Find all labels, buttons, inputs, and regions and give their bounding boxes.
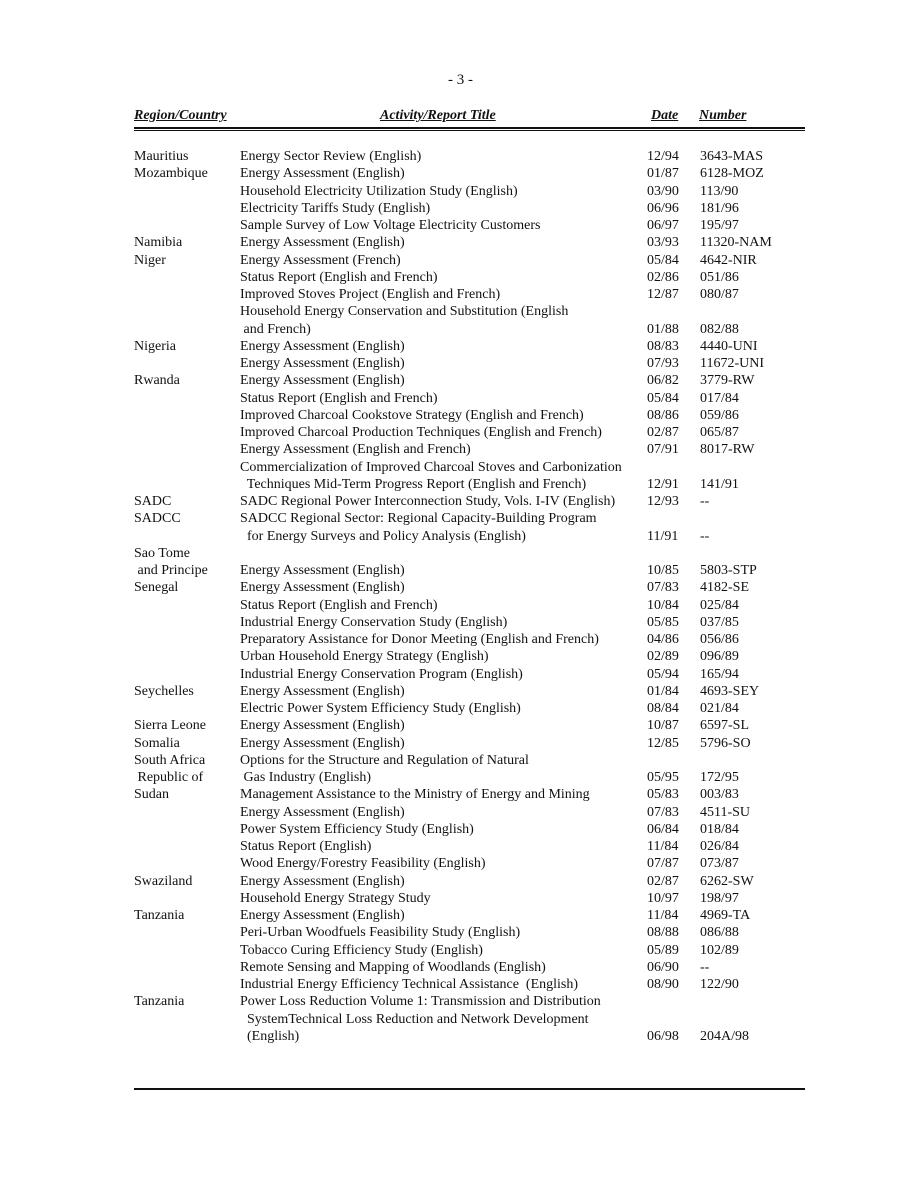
number-cell: 018/84 — [700, 821, 739, 837]
title-cell: Power Loss Reduction Volume 1: Transmission and Distribution — [240, 994, 601, 1010]
date-cell: 08/90 — [647, 977, 679, 992]
table-row — [0, 217, 921, 234]
region-cell: Seychelles — [134, 683, 194, 699]
number-cell: 11320-NAM — [700, 235, 772, 251]
date-cell: 08/88 — [647, 925, 679, 941]
table-row — [0, 148, 921, 165]
table-row — [0, 1028, 921, 1045]
table-row — [0, 183, 921, 200]
number-cell: 5796-SO — [700, 735, 751, 751]
title-cell: Energy Assessment (English) — [240, 356, 405, 371]
title-cell: Status Report (English) — [240, 839, 372, 854]
number-cell: 8017-RW — [700, 442, 755, 458]
region-cell: Nigeria — [134, 338, 176, 354]
table-row — [0, 321, 921, 338]
date-cell: 05/85 — [647, 614, 679, 630]
date-cell: 05/89 — [647, 942, 679, 958]
header-region-country: Region/Country — [134, 108, 227, 123]
number-cell: -- — [700, 528, 710, 544]
number-cell: 4440-UNI — [700, 338, 758, 354]
title-cell: Energy Assessment (English) — [240, 804, 405, 820]
date-cell: 08/86 — [647, 407, 679, 423]
date-cell: 12/85 — [647, 735, 679, 751]
number-cell: 198/97 — [700, 890, 739, 906]
table-row — [0, 165, 921, 182]
table-row — [0, 942, 921, 959]
number-cell: 021/84 — [700, 701, 739, 716]
table-row — [0, 459, 921, 476]
number-cell: 6262-SW — [700, 873, 754, 889]
table-row — [0, 441, 921, 458]
title-cell: (English) — [240, 1028, 300, 1044]
title-cell: SADC Regional Power Interconnection Study, Vols. I-IV (English) — [240, 494, 616, 509]
title-cell: Power System Efficiency Study (English) — [240, 821, 474, 837]
title-cell: Wood Energy/Forestry Feasibility (English) — [240, 856, 486, 872]
date-cell: 02/87 — [647, 425, 679, 440]
title-cell: Electricity Tariffs Study (English) — [240, 200, 431, 216]
region-cell: Somalia — [134, 735, 180, 751]
table-row — [0, 821, 921, 838]
number-cell: -- — [700, 494, 710, 509]
table-row — [0, 372, 921, 389]
region-cell: Niger — [134, 252, 166, 268]
table-row — [0, 252, 921, 269]
date-cell: 01/84 — [647, 683, 679, 699]
table-row — [0, 338, 921, 355]
footer-rule — [134, 1088, 805, 1090]
title-cell: Energy Assessment (English) — [240, 735, 405, 751]
header-activity-report-title: Activity/Report Title — [380, 108, 496, 123]
table-row — [0, 924, 921, 941]
date-cell: 06/90 — [647, 959, 679, 975]
table-row — [0, 631, 921, 648]
header-date: Date — [651, 108, 679, 123]
table-row — [0, 683, 921, 700]
table-row — [0, 407, 921, 424]
date-cell: 11/84 — [647, 908, 679, 923]
region-cell: SADC — [134, 494, 172, 509]
number-cell: 096/89 — [700, 649, 739, 665]
region-cell: Tanzania — [134, 908, 185, 923]
date-cell: 01/88 — [647, 321, 679, 337]
title-cell: Household Energy Strategy Study — [240, 890, 431, 906]
number-cell: 086/88 — [700, 925, 739, 941]
title-cell: Status Report (English and French) — [240, 597, 438, 613]
date-cell: 07/83 — [647, 580, 679, 596]
table-row — [0, 752, 921, 769]
date-cell: 07/87 — [647, 856, 679, 872]
title-cell: Energy Assessment (English) — [240, 166, 405, 182]
region-cell: Senegal — [134, 580, 179, 596]
title-cell: Industrial Energy Conservation Program (English) — [240, 666, 523, 682]
title-cell: Improved Charcoal Production Techniques (English and French) — [240, 425, 602, 440]
date-cell: 08/83 — [647, 338, 679, 354]
title-cell: Energy Assessment (English) — [240, 563, 405, 578]
number-cell: 4642-NIR — [700, 252, 757, 268]
number-cell: 172/95 — [700, 770, 739, 785]
region-cell: Tanzania — [134, 994, 185, 1010]
number-cell: 122/90 — [700, 977, 739, 992]
title-cell: Energy Assessment (English) — [240, 718, 405, 734]
region-cell: SADCC — [134, 511, 181, 527]
title-cell: Sample Survey of Low Voltage Electricity Customers — [240, 218, 541, 233]
number-cell: 165/94 — [700, 666, 739, 682]
table-row — [0, 355, 921, 372]
table-row — [0, 804, 921, 821]
date-cell: 10/84 — [647, 597, 679, 613]
title-cell: Household Electricity Utilization Study (English) — [240, 183, 518, 199]
date-cell: 06/98 — [647, 1028, 679, 1044]
number-cell: 065/87 — [700, 425, 739, 440]
title-cell: Options for the Structure and Regulation of Natural — [240, 752, 529, 768]
title-cell: Remote Sensing and Mapping of Woodlands (English) — [240, 959, 546, 975]
number-cell: 4969-TA — [700, 908, 751, 923]
table-row — [0, 717, 921, 734]
header-rule — [134, 127, 805, 131]
table-row — [0, 700, 921, 717]
number-cell: 204A/98 — [700, 1028, 749, 1044]
date-cell: 03/90 — [647, 183, 679, 199]
table-row — [0, 510, 921, 527]
date-cell: 07/93 — [647, 356, 679, 371]
table-row — [0, 666, 921, 683]
date-cell: 05/84 — [647, 252, 679, 268]
number-cell: 4182-SE — [700, 580, 749, 596]
date-cell: 05/84 — [647, 390, 679, 406]
table-row — [0, 976, 921, 993]
title-cell: Energy Assessment (English) — [240, 683, 405, 699]
table-row — [0, 200, 921, 217]
title-cell: Energy Assessment (English) — [240, 338, 405, 354]
date-cell: 12/94 — [647, 149, 679, 164]
title-cell: Management Assistance to the Ministry of Energy and Mining — [240, 787, 590, 803]
title-cell: Tobacco Curing Efficiency Study (English) — [240, 942, 483, 958]
date-cell: 02/86 — [647, 269, 679, 285]
region-cell: Mauritius — [134, 149, 189, 164]
number-cell: 4511-SU — [700, 804, 751, 820]
number-cell: 080/87 — [700, 287, 739, 302]
number-cell: 003/83 — [700, 787, 739, 803]
table-row — [0, 234, 921, 251]
number-cell: 073/87 — [700, 856, 739, 872]
table-row — [0, 269, 921, 286]
number-cell: 113/90 — [700, 183, 739, 199]
title-cell: Preparatory Assistance for Donor Meeting (English and French) — [240, 632, 599, 647]
title-cell: Status Report (English and French) — [240, 390, 438, 406]
number-cell: 3779-RW — [700, 373, 755, 389]
header-number: Number — [699, 108, 747, 123]
table-row — [0, 545, 921, 562]
date-cell: 12/91 — [647, 476, 679, 492]
title-cell: Electric Power System Efficiency Study (English) — [240, 701, 521, 716]
date-cell: 07/83 — [647, 804, 679, 820]
region-cell: Sierra Leone — [134, 718, 206, 734]
number-cell: 11672-UNI — [700, 356, 765, 371]
table-row — [0, 562, 921, 579]
number-cell: 025/84 — [700, 597, 739, 613]
table-row — [0, 614, 921, 631]
number-cell: 195/97 — [700, 218, 739, 233]
number-cell: 051/86 — [700, 269, 739, 285]
date-cell: 11/84 — [647, 839, 679, 854]
table-row — [0, 493, 921, 510]
title-cell: Peri-Urban Woodfuels Feasibility Study (English) — [240, 925, 521, 941]
date-cell: 11/91 — [647, 528, 679, 544]
date-cell: 10/87 — [647, 718, 679, 734]
number-cell: 6128-MOZ — [700, 166, 764, 182]
region-cell: South Africa — [134, 752, 206, 768]
number-cell: 141/91 — [700, 476, 739, 492]
table-row — [0, 786, 921, 803]
table-row — [0, 597, 921, 614]
table-row — [0, 648, 921, 665]
date-cell: 01/87 — [647, 166, 679, 182]
table-row — [0, 873, 921, 890]
number-cell: 026/84 — [700, 839, 739, 854]
number-cell: 5803-STP — [700, 563, 757, 578]
table-row — [0, 890, 921, 907]
title-cell: and French) — [240, 321, 311, 337]
title-cell: Urban Household Energy Strategy (English) — [240, 649, 489, 665]
date-cell: 05/94 — [647, 666, 679, 682]
date-cell: 06/96 — [647, 200, 679, 216]
number-cell: 082/88 — [700, 321, 739, 337]
number-cell: 059/86 — [700, 407, 739, 423]
title-cell: Energy Assessment (English) — [240, 873, 405, 889]
title-cell: Status Report (English and French) — [240, 269, 438, 285]
title-cell: Improved Charcoal Cookstove Strategy (English and French) — [240, 407, 584, 423]
table-row — [0, 907, 921, 924]
title-cell: Techniques Mid-Term Progress Report (English and French) — [240, 476, 587, 492]
table-row — [0, 579, 921, 596]
table-row — [0, 424, 921, 441]
date-cell: 05/83 — [647, 787, 679, 803]
region-cell: and Principe — [134, 563, 208, 578]
table-row — [0, 528, 921, 545]
date-cell: 04/86 — [647, 632, 679, 647]
table-row — [0, 735, 921, 752]
number-cell: 037/85 — [700, 614, 739, 630]
region-cell: Swaziland — [134, 873, 193, 889]
date-cell: 08/84 — [647, 701, 679, 716]
date-cell: 07/91 — [647, 442, 679, 458]
table-row — [0, 769, 921, 786]
table-row — [0, 855, 921, 872]
date-cell: 02/89 — [647, 649, 679, 665]
title-cell: Energy Assessment (English) — [240, 373, 405, 389]
number-cell: 056/86 — [700, 632, 739, 647]
title-cell: Commercialization of Improved Charcoal Stoves and Carbonization — [240, 459, 622, 475]
table-row — [0, 959, 921, 976]
date-cell: 12/93 — [647, 494, 679, 509]
table-row — [0, 303, 921, 320]
date-cell: 10/97 — [647, 890, 679, 906]
title-cell: Energy Assessment (English and French) — [240, 442, 471, 458]
number-cell: 102/89 — [700, 942, 739, 958]
table-row — [0, 993, 921, 1010]
region-cell: Namibia — [134, 235, 183, 251]
title-cell: Energy Assessment (English) — [240, 908, 405, 923]
title-cell: Energy Sector Review (English) — [240, 149, 422, 164]
table-row — [0, 838, 921, 855]
title-cell: Energy Assessment (English) — [240, 580, 405, 596]
title-cell: Energy Assessment (French) — [240, 252, 401, 268]
region-cell: Rwanda — [134, 373, 180, 389]
date-cell: 02/87 — [647, 873, 679, 889]
number-cell: -- — [700, 959, 710, 975]
title-cell: SystemTechnical Loss Reduction and Network Development — [240, 1011, 589, 1027]
date-cell: 06/97 — [647, 218, 679, 233]
date-cell: 10/85 — [647, 563, 679, 578]
title-cell: Energy Assessment (English) — [240, 235, 405, 251]
region-cell: Republic of — [134, 770, 204, 785]
report-table — [0, 148, 921, 1045]
title-cell: Industrial Energy Efficiency Technical Assistance (English) — [240, 977, 579, 992]
number-cell: 3643-MAS — [700, 149, 764, 164]
number-cell: 017/84 — [700, 390, 739, 406]
table-row — [0, 286, 921, 303]
date-cell: 12/87 — [647, 287, 679, 302]
title-cell: Household Energy Conservation and Substitution (English — [240, 304, 569, 320]
title-cell: Improved Stoves Project (English and French) — [240, 287, 501, 302]
table-row — [0, 1011, 921, 1028]
table-row — [0, 476, 921, 493]
date-cell: 06/82 — [647, 373, 679, 389]
title-cell: SADCC Regional Sector: Regional Capacity-Building Program — [240, 511, 597, 527]
region-cell: Sao Tome — [134, 545, 190, 561]
date-cell: 03/93 — [647, 235, 679, 251]
date-cell: 05/95 — [647, 770, 679, 785]
number-cell: 181/96 — [700, 200, 739, 216]
title-cell: Industrial Energy Conservation Study (English) — [240, 614, 508, 630]
number-cell: 4693-SEY — [700, 683, 760, 699]
region-cell: Mozambique — [134, 166, 208, 182]
title-cell: Gas Industry (English) — [240, 770, 372, 785]
date-cell: 06/84 — [647, 821, 679, 837]
page-number: - 3 - — [448, 72, 473, 88]
title-cell: for Energy Surveys and Policy Analysis (English) — [240, 528, 526, 544]
table-row — [0, 390, 921, 407]
region-cell: Sudan — [134, 787, 169, 803]
number-cell: 6597-SL — [700, 718, 749, 734]
